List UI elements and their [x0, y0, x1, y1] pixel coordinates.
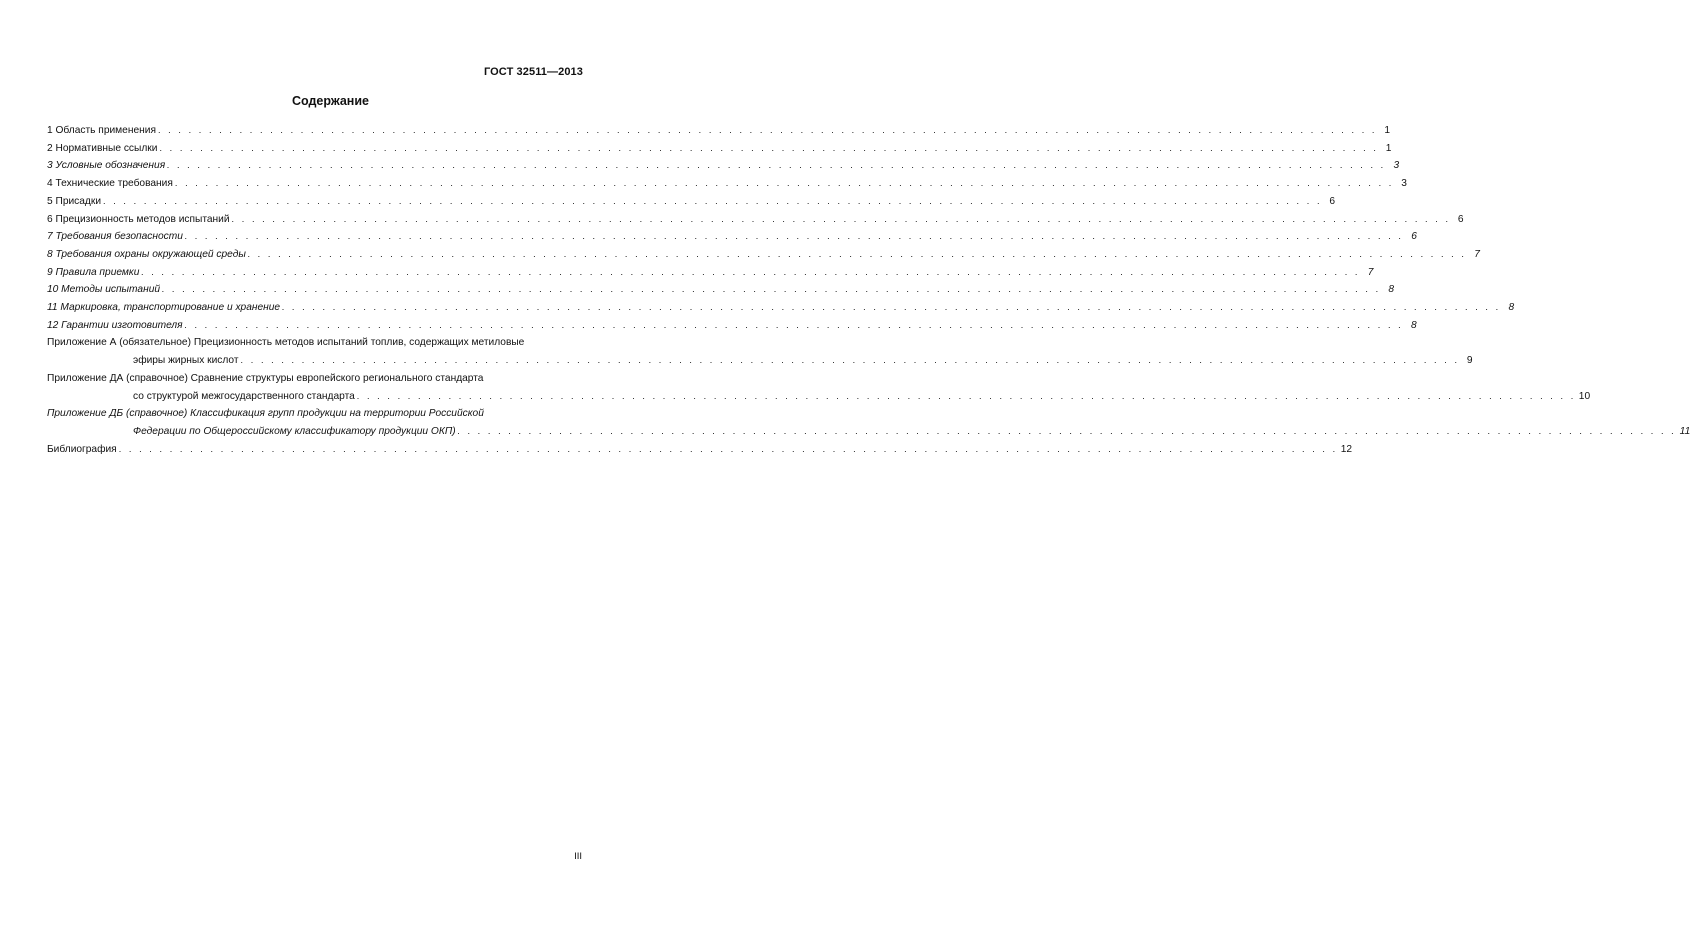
toc-entry-appendix[interactable] [47, 370, 1591, 405]
toc-entry-page: 6 [1329, 195, 1336, 207]
toc-leader-dots: . . . . . . . . . . . . . . . . . . . . . . . . . . . . . . . . . . . . . . . . . . . . . . . . . . . . . . . . . . . . . . . . . . . . . . . . . . . . . . . . . . . . . . . . . . . . . . . . . . . . . . . . . . . . . . . . . . . . . . . . [174, 178, 1394, 189]
toc-entry-page: 8 [1410, 319, 1417, 331]
toc-entry-page: 1 [1385, 142, 1392, 154]
appendix-title-line2: со структурой межгосударственного стандарта [133, 390, 355, 402]
toc-leader-dots: . . . . . . . . . . . . . . . . . . . . . . . . . . . . . . . . . . . . . . . . . . . . . . . . . . . . . . . . . . . . . . . . . . . . . . . . . . . . . . . . . . . . . . . . . . . . . . . . . . . . . . . . . . . . . . . . . . . . . . . . [240, 355, 1460, 366]
toc-entry-text: 10 Методы испытаний [47, 284, 161, 296]
appendix-title-line1: Приложение ДБ (справочное) Классификация групп продукции на территории Российской [47, 408, 484, 420]
toc-entry-appendix[interactable] [47, 405, 1690, 440]
toc-entry-page: 1 [1384, 125, 1390, 136]
appendix-title-line1: Приложение ДА (справочное) Сравнение структуры европейского регионального стандарта [47, 372, 484, 384]
toc-leader-dots: . . . . . . . . . . . . . . . . . . . . . . . . . . . . . . . . . . . . . . . . . . . . . . . . . . . . . . . . . . . . . . . . . . . . . . . . . . . . . . . . . . . . . . . . . . . . . . . . . . . . . . . . . . . . . . . . . . . . . . . . [231, 213, 1451, 224]
toc-title: Содержание [291, 94, 369, 108]
document-code: ГОСТ 32511—2013 [483, 66, 583, 78]
toc-entry-page: 7 [1367, 266, 1374, 278]
toc-entry-text: 7 Требования безопасности [47, 231, 183, 243]
appendix-title-line1: Приложение А (обязательное) Прецизионность методов испытаний топлив, содержащих метиловые [47, 337, 525, 349]
toc-entry[interactable] [47, 193, 1336, 211]
toc-entry-page: 6 [1457, 213, 1464, 225]
toc-entry-page: 3 [1393, 160, 1400, 172]
toc-leader-dots: . . . . . . . . . . . . . . . . . . . . . . . . . . . . . . . . . . . . . . . . . . . . . . . . . . . . . . . . . . . . . . . . . . . . . . . . . . . . . . . . . . . . . . . . . . . . . . . . . . . . . . . . . . . . . . . . . . . . . . . . [167, 160, 1387, 171]
toc-entry-text: 5 Присадки [47, 195, 102, 207]
toc-entry-page: 11 [1679, 425, 1690, 437]
toc-entry[interactable] [47, 157, 1400, 175]
toc-leader-dots: . . . . . . . . . . . . . . . . . . . . . . . . . . . . . . . . . . . . . . . . . . . . . . . . . . . . . . . . . . . . . . . . . . . . . . . . . . . . . . . . . . . . . . . . . . . . . . . . . . . . . . . . . . . . . . . . . . . . . . . . [118, 443, 1338, 454]
toc-entry-page: 6 [1411, 231, 1417, 243]
toc-leader-dots: . . . . . . . . . . . . . . . . . . . . . . . . . . . . . . . . . . . . . . . . . . . . . . . . . . . . . . . . . . . . . . . . . . . . . . . . . . . . . . . . . . . . . . . . . . . . . . . . . . . . . . . . . . . . . . . . . . . . . . . . [247, 248, 1467, 259]
toc-entry-text: 8 Требования охраны окружающей среды [47, 248, 246, 260]
toc-entry-page: 7 [1474, 248, 1480, 260]
toc-entry[interactable] [47, 122, 1390, 140]
toc-entry-appendix[interactable] [47, 334, 1473, 369]
toc-entry-text: 9 Правила приемки [47, 266, 140, 278]
toc-leader-dots: . . . . . . . . . . . . . . . . . . . . . . . . . . . . . . . . . . . . . . . . . . . . . . . . . . . . . . . . . . . . . . . . . . . . . . . . . . . . . . . . . . . . . . . . . . . . . . . . . . . . . . . . . . . . . . . . . . . . . . . . [184, 231, 1404, 242]
toc-entry-page: 9 [1466, 355, 1473, 367]
toc-entry-text: 11 Маркировка, транспортирование и хранение [47, 302, 281, 314]
toc-entry[interactable] [47, 140, 1392, 158]
appendix-title-line2: Федерации по Общероссийскому классификатору продукции ОКП) [133, 425, 456, 437]
toc-entry[interactable] [47, 211, 1464, 229]
toc-entry-page: 8 [1508, 302, 1515, 314]
toc-entry-text: 2 Нормативные ссылки [47, 142, 158, 154]
toc-leader-dots: . . . . . . . . . . . . . . . . . . . . . . . . . . . . . . . . . . . . . . . . . . . . . . . . . . . . . . . . . . . . . . . . . . . . . . . . . . . . . . . . . . . . . . . . . . . . . . . . . . . . . . . . . . . . . . . . . . . . . . . . [159, 142, 1379, 153]
toc-entry[interactable] [47, 175, 1407, 193]
toc-entry[interactable] [47, 228, 1417, 246]
toc-entry-text: 3 Условные обозначения [47, 160, 166, 172]
toc-entry[interactable] [47, 299, 1515, 317]
page-number: III [574, 851, 582, 862]
toc-leader-dots: . . . . . . . . . . . . . . . . . . . . . . . . . . . . . . . . . . . . . . . . . . . . . . . . . . . . . . . . . . . . . . . . . . . . . . . . . . . . . . . . . . . . . . . . . . . . . . . . . . . . . . . . . . . . . . . . . . . . . . . . [103, 195, 1323, 206]
toc-entry[interactable] [47, 317, 1417, 335]
toc-leader-dots: . . . . . . . . . . . . . . . . . . . . . . . . . . . . . . . . . . . . . . . . . . . . . . . . . . . . . . . . . . . . . . . . . . . . . . . . . . . . . . . . . . . . . . . . . . . . . . . . . . . . . . . . . . . . . . . . . . . . . . . . [457, 425, 1677, 436]
toc-entry-page: 12 [1340, 443, 1353, 455]
appendix-title-line2: эфиры жирных кислот [133, 355, 239, 367]
toc-entry-page: 8 [1388, 284, 1395, 296]
table-of-contents [47, 122, 1690, 458]
toc-entry-text: 6 Прецизионность методов испытаний [47, 213, 230, 225]
toc-leader-dots: . . . . . . . . . . . . . . . . . . . . . . . . . . . . . . . . . . . . . . . . . . . . . . . . . . . . . . . . . . . . . . . . . . . . . . . . . . . . . . . . . . . . . . . . . . . . . . . . . . . . . . . . . . . . . . . . . . . . . . . . [162, 284, 1382, 295]
toc-entry[interactable] [47, 281, 1395, 299]
toc-entry-page: 3 [1401, 178, 1407, 190]
toc-leader-dots: . . . . . . . . . . . . . . . . . . . . . . . . . . . . . . . . . . . . . . . . . . . . . . . . . . . . . . . . . . . . . . . . . . . . . . . . . . . . . . . . . . . . . . . . . . . . . . . . . . . . . . . . . . . . . . . . . . . . . . . . [356, 390, 1576, 401]
toc-entry-page: 10 [1578, 390, 1591, 402]
toc-entry-bibliography[interactable] [47, 441, 1353, 459]
toc-leader-dots: . . . . . . . . . . . . . . . . . . . . . . . . . . . . . . . . . . . . . . . . . . . . . . . . . . . . . . . . . . . . . . . . . . . . . . . . . . . . . . . . . . . . . . . . . . . . . . . . . . . . . . . . . . . . . . . . . . . . . . . . [184, 319, 1404, 330]
toc-entry-text: 1 Область применения [47, 125, 156, 136]
toc-leader-dots: . . . . . . . . . . . . . . . . . . . . . . . . . . . . . . . . . . . . . . . . . . . . . . . . . . . . . . . . . . . . . . . . . . . . . . . . . . . . . . . . . . . . . . . . . . . . . . . . . . . . . . . . . . . . . . . . . . . . . . . . [157, 125, 1377, 135]
toc-entry-text: 12 Гарантии изготовителя [47, 319, 183, 331]
toc-entry[interactable] [47, 264, 1374, 282]
toc-leader-dots: . . . . . . . . . . . . . . . . . . . . . . . . . . . . . . . . . . . . . . . . . . . . . . . . . . . . . . . . . . . . . . . . . . . . . . . . . . . . . . . . . . . . . . . . . . . . . . . . . . . . . . . . . . . . . . . . . . . . . . . . [282, 302, 1502, 313]
toc-entry-text: 4 Технические требования [47, 178, 173, 190]
toc-entry-text: Библиография [47, 443, 117, 455]
toc-entry[interactable] [47, 246, 1480, 264]
toc-leader-dots: . . . . . . . . . . . . . . . . . . . . . . . . . . . . . . . . . . . . . . . . . . . . . . . . . . . . . . . . . . . . . . . . . . . . . . . . . . . . . . . . . . . . . . . . . . . . . . . . . . . . . . . . . . . . . . . . . . . . . . . . [141, 266, 1361, 277]
